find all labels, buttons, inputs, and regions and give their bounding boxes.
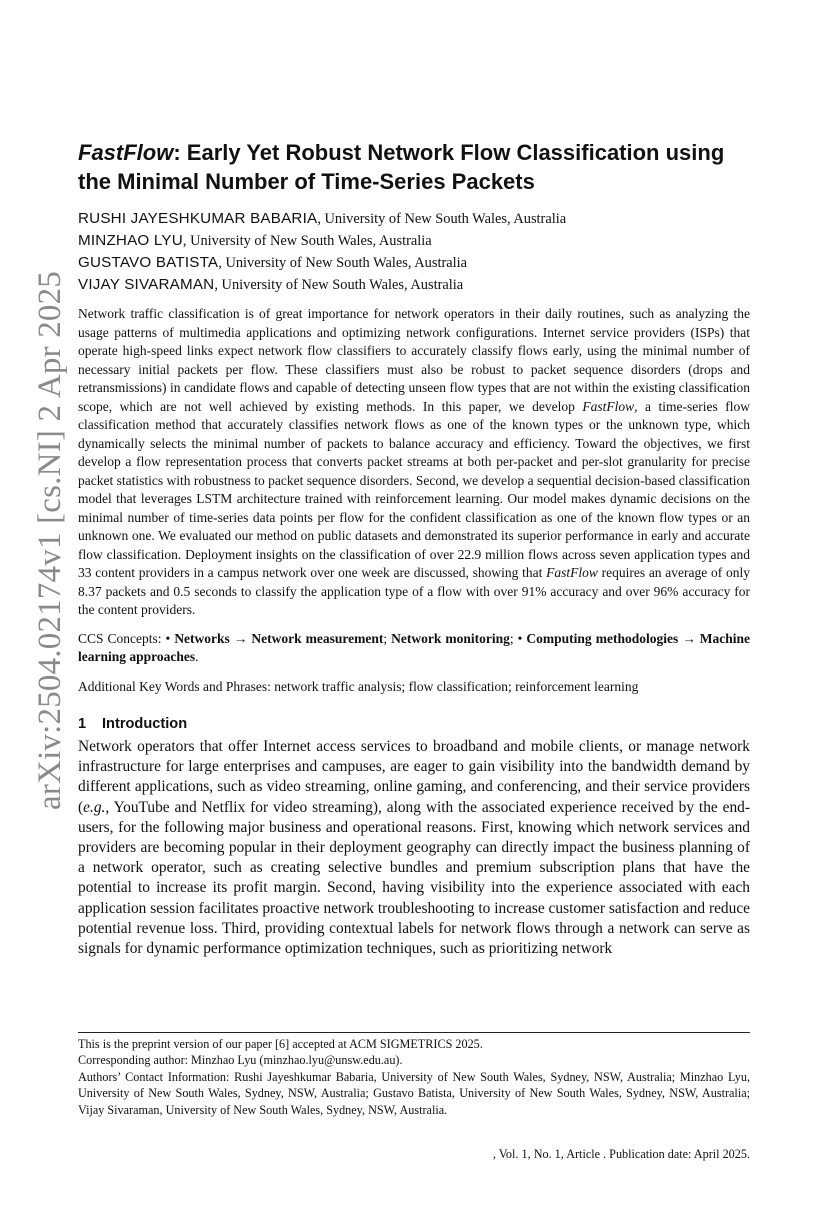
abstract-text: requires an average of only 8.37 packets and 0.5 seconds to classify the application type of a flow with over 91% accuracy and over 96% accuracy for the content providers.	[78, 565, 750, 617]
intro-text: , YouTube and Netflix for video streaming), along with the associated experience received by the end-users, for the following major business and operational reasons. First, knowing which network services and providers are becoming popular in their deployment geography can directly impact the business planning of a network operator, such as creating selective bundles and premium subscription plans that have the potential to increase its profit margin. Second, having visibility into the experience associated with each application session facilitates proactive network troubleshooting to increase customer satisfaction and reduce potential revenue loss. Third, providing contextual labels for network flows through a network can serve as signals for dynamic performance optimization techniques, such as prioritizing network	[78, 798, 750, 958]
footnote-rule	[78, 1032, 750, 1033]
author-entry	[78, 252, 750, 274]
ccs-separator: ;	[383, 630, 392, 646]
author-entry	[78, 230, 750, 252]
author-name: MINZHAO LYU	[78, 232, 183, 249]
ccs-end: .	[195, 649, 199, 664]
abstract-emphasis: FastFlow	[546, 565, 598, 580]
footnote-preprint: This is the preprint version of our paper [6] accepted at ACM SIGMETRICS 2025.	[78, 1037, 483, 1051]
footnote-corresponding: Corresponding author: Minzhao Lyu (minzhao.lyu@unsw.edu.au).	[78, 1053, 403, 1068]
section-number: 1	[78, 716, 87, 732]
title-rest: : Early Yet Robust Network Flow Classification using the Minimal Number of Time-Series Packets	[78, 140, 725, 194]
keywords: Additional Key Words and Phrases: network traffic analysis; flow classification; reinforcement learning	[78, 678, 639, 694]
author-affiliation: , University of New South Wales, Australia	[317, 211, 567, 227]
arxiv-stamp	[30, 255, 70, 825]
ccs-concept: Networks → Network measurement	[174, 630, 384, 646]
abstract-text: , a time-series flow classification method that accurately classifies network flows as one of the known types or the unknown type, which dynamically selects the minimal number of packets to balance accuracy and efficiency. Toward the objectives, we first develop a flow representation process that converts packet streams at both per-packet and per-slot granularity for precise packet statistics with robustness to packet sequence disorders. Second, we develop a sequential decision-based classification model that leverages LSTM architecture trained with reinforcement learning. Our model makes dynamic decisions on the minimal number of time-series data points per flow for the confident classification as one of the known flow types or an unknown one. We evaluated our method on public datasets and demonstrated its superior performance in early and accurate flow classification. Deployment insights on the classification of over 22.9 million flows across seven application types and 33 content providers in a campus network over one week are discussed, showing that	[78, 398, 750, 580]
footnotes	[78, 1036, 750, 1118]
ccs-concepts	[78, 630, 750, 667]
author-entry	[78, 274, 750, 296]
abstract-emphasis: FastFlow	[582, 398, 635, 414]
ccs-label: CCS Concepts: •	[78, 630, 175, 646]
arxiv-stamp-text: arXiv:2504.02174v1 [cs.NI] 2 Apr 2025	[31, 270, 68, 810]
intro-emphasis: e.g.	[83, 798, 106, 816]
ccs-separator: ; •	[509, 630, 527, 646]
author-name: VIJAY SIVARAMAN	[78, 276, 215, 293]
section-heading	[78, 714, 750, 734]
author-affiliation: , University of New South Wales, Australia	[182, 233, 432, 249]
author-list	[78, 208, 750, 296]
intro-paragraph	[78, 737, 750, 959]
intro-text: Network operators that offer Internet access services to broadband and mobile clients, or manage network infrastructure for large enterprises and campuses, are eager to gain visibility into the bandwidth demand by different applications, such as video streaming, online gaming, and conferencing, and their service providers (	[78, 738, 750, 816]
ccs-concept: Computing methodologies → Machine learning approaches	[78, 630, 750, 664]
author-entry	[78, 208, 750, 230]
title-system-name: FastFlow	[78, 140, 174, 165]
paper-title	[78, 138, 750, 196]
author-name: RUSHI JAYESHKUMAR BABARIA	[78, 210, 318, 227]
footnote-contact: Authors’ Contact Information: Rushi Jayeshkumar Babaria, University of New South Wales, Sydney, NSW, Australia; Minzhao Lyu, University of New South Wales, Sydney, NSW, Australia; Gustavo Batista, University of New South Wales, Sydney, NSW, Australia; Vijay Sivaraman, University of New South Wales, Sydney, NSW, Australia.	[78, 1069, 750, 1117]
author-affiliation: , University of New South Wales, Australia	[218, 255, 468, 271]
main-content	[78, 138, 750, 959]
abstract-text: Network traffic classification is of great importance for network operators in their daily routines, such as analyzing the usage patterns of multimedia applications and optimizing network configurations. Internet service providers (ISPs) that operate high-speed links expect network flow classifiers to accurately classify flows early, using the minimal number of necessary initial packets per flow. These classifiers must also be robust to packet sequence disorders (drops and retransmissions) in candidate flows and capable of detecting unseen flow types that are not within the existing classification scope, which are not well achieved by existing methods. In this paper, we develop	[78, 306, 750, 414]
author-name: GUSTAVO BATISTA	[78, 254, 219, 271]
publication-info: , Vol. 1, No. 1, Article . Publication date: April 2025.	[492, 1147, 750, 1161]
author-affiliation: , University of New South Wales, Australia	[214, 277, 464, 293]
abstract	[78, 305, 750, 620]
section-title: Introduction	[102, 716, 188, 732]
ccs-concept: Network monitoring	[391, 630, 510, 646]
